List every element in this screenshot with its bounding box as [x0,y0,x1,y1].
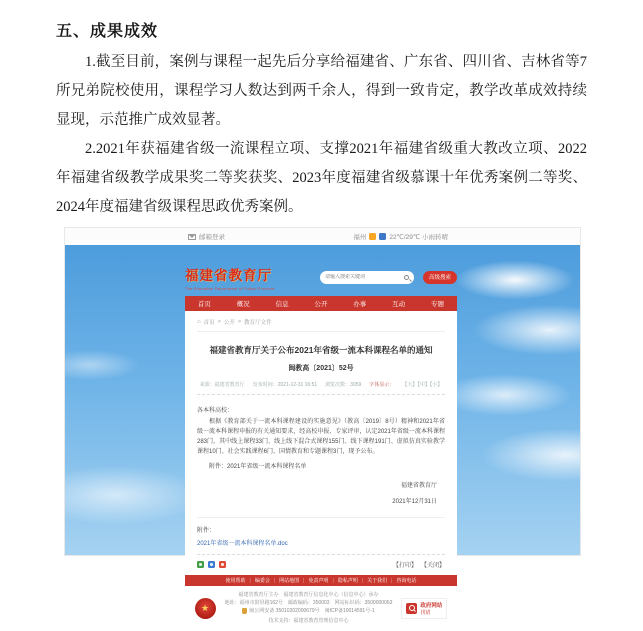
footer-link-privacy[interactable]: 隐私声明 | [338,577,367,584]
nav-item-topics[interactable]: 专题 [430,301,444,308]
advanced-search-button[interactable]: 高级搜索 [423,271,457,284]
article-body [197,405,445,505]
article-meta [197,381,445,395]
sign-date: 2021年12月31日 [392,499,437,505]
article-card [185,311,457,575]
meta-source: 来源：福建省教育厅 [199,382,245,388]
badge-line1: 政府网站 [420,602,443,609]
footer-icp-line: 闽公网安备 35010202000679号 闽ICP备10014591号-1 [242,607,374,615]
security-shield-icon [242,608,247,614]
attachment-link[interactable]: 2021年省级一流本科课程名单.doc [197,541,288,547]
sky-banner [65,245,580,624]
mail-icon [188,234,196,240]
site-logo-english: The Education Department of Fujian Province [185,285,275,291]
nav-item-info[interactable]: 信息 [275,301,289,308]
footer-link-contact[interactable]: 咨询电话 [396,578,417,584]
signer: 福建省教育厅 [400,483,437,489]
rain-weather-icon [379,233,386,240]
footer-host-line: 福建省教育厅主办 福建省教育厅信息化中心（信息中心）承办 [238,592,379,598]
footer-text [225,591,393,625]
attachment-mention: 附件：2021年省级一流本科课程名单 [209,464,307,470]
wechat-share-icon[interactable] [197,561,204,568]
mail-login-label: 邮箱登录 [199,234,225,241]
meta-font-label: 字体显示： [369,382,395,388]
breadcrumb-level2[interactable]: 公开 [223,320,235,326]
notice-paragraph: 根据《教育部关于一流本科课程建设的实施意见》（教高〔2019〕8号）精神和2021年省级一流本科课程申报的有关通知要求，经高校申报、专家评审，认定2021年省级一流本科课程283门，其中线上课程33门、线上线下混合式课程155门、线下课程191门、虚拟仿真实验教学课程10门、社会实践课程6门、国情教育和专题课程3门，现予公布。 [197,419,445,455]
error-report-magnifier-icon [406,603,417,614]
footer-support-line: 技术支持：福建省教育管理信息中心 [268,618,349,624]
site-nav [185,296,457,311]
weather-widget [353,232,448,241]
attachment-section [197,517,445,547]
breadcrumb-home[interactable]: 首页 [203,320,215,326]
footer-link-about[interactable]: 关于我们 | [367,577,396,584]
gov-site-error-report-badge[interactable] [401,598,447,619]
nav-item-services[interactable]: 办事 [353,301,367,308]
weather-city: 福州 [353,234,367,241]
article-title: 福建省教育厅关于公布2021年省级一流本科课程名单的通知 [209,345,433,355]
badge-line2: 找错 [420,609,431,616]
footer-link-sitemap[interactable]: 网站地图 | [279,577,308,584]
nav-item-overview[interactable]: 概况 [236,301,250,308]
weibo-share-icon[interactable] [219,561,226,568]
meta-publish-time: 发布时间：2021-12-31 16:51 [252,382,318,388]
share-toolbar [197,554,445,569]
font-size-controls[interactable]: 【大】【中】【小】 [402,382,443,388]
search-box[interactable] [320,271,414,284]
breadcrumb [197,318,445,332]
site-logo-text: 福建省教育厅 [185,267,272,283]
footer-info [185,586,457,631]
breadcrumb-level3[interactable]: 教育厅文件 [244,320,272,326]
print-button[interactable]: 【打印】 [392,563,417,569]
breadcrumb-separator: > [217,319,221,325]
site-logo[interactable] [185,264,275,291]
footer-link-disclaimer[interactable]: 免责声明 | [308,577,337,584]
salutation: 各本科高校： [197,408,234,414]
footer-link-editorial[interactable]: 编委会 | [255,577,279,584]
footer-link-help[interactable]: 使用帮助 | [226,577,255,584]
search-input[interactable] [325,274,404,280]
footer-address-line: 地址：福州市鼓屏路162号 邮政编码：350003 网站标识码：3500000063 [224,600,393,606]
home-icon[interactable]: ⌂ [197,319,201,325]
qq-share-icon[interactable] [208,561,215,568]
site-header [185,258,457,296]
nav-item-interaction[interactable]: 互动 [392,301,406,308]
search-icon[interactable] [404,275,409,280]
government-emblem-icon: ★ [195,598,216,619]
sun-weather-icon [369,233,376,240]
footer-links-bar [185,575,457,586]
close-button[interactable]: 【关闭】 [420,563,445,569]
nav-item-home[interactable]: 首页 [197,301,211,308]
section-heading: 五、成果成效 [56,23,159,40]
paragraph-2: 2.2021年获福建省级一流课程立项、支撑2021年福建省级重大教改立项、2022年福建省级教学成果奖二等奖获奖、2023年度福建省级慕课十年优秀案例二等奖、2024年度福建省级课程思政优秀案例。 [56,141,587,215]
nav-item-disclosure[interactable]: 公开 [314,301,328,308]
weather-text: 22℃/29℃ 小雨转晴 [389,234,448,241]
website-screenshot [65,228,580,624]
meta-view-count: 浏览次数：3059 [325,382,362,388]
paragraph-1: 1.截至目前，案例与课程一起先后分享给福建省、广东省、四川省、吉林省等7所兄弟院校使用，课程学习人数达到两千余人，得到一致肯定，教学改革成效持续显现，示范推广成效显著。 [56,54,587,128]
document-number: 闽教高〔2021〕52号 [288,365,354,372]
breadcrumb-separator: > [237,319,242,325]
attachment-label: 附件： [197,528,216,534]
site-topbar [65,228,580,245]
mail-login[interactable] [188,232,225,241]
